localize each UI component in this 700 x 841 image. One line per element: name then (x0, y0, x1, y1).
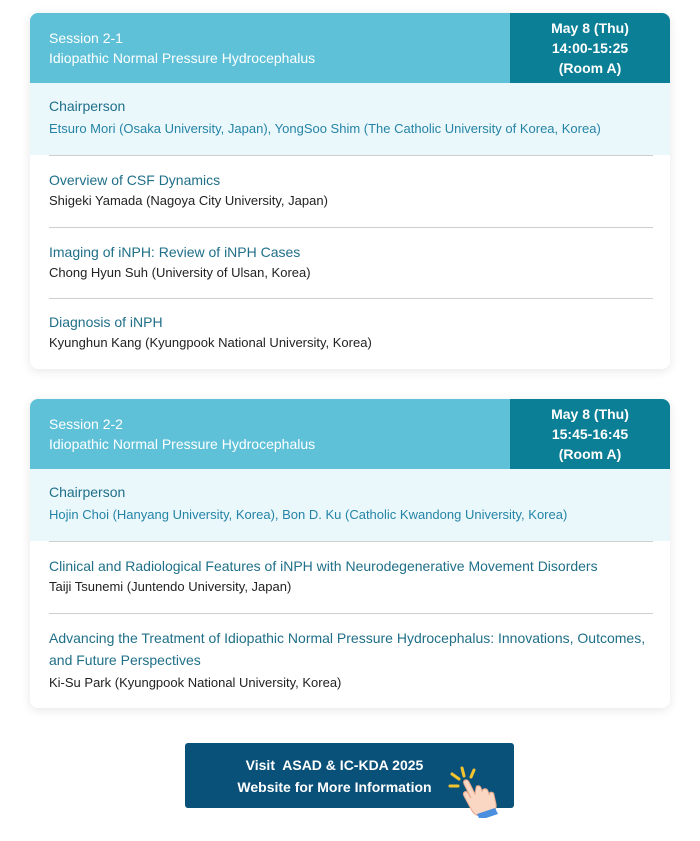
session-date: May 8 (Thu) (551, 20, 629, 36)
chairperson-names: Hojin Choi (Hanyang University, Korea), Bon D. Ku (Catholic Kwandong University, Korea) (49, 507, 568, 522)
chairperson-block (30, 83, 670, 155)
session-schedule (510, 399, 670, 469)
session-card-2-1 (30, 13, 670, 369)
chairperson-names: Etsuro Mori (Osaka University, Japan), YongSoo Shim (The Catholic University of Korea, Korea) (49, 121, 601, 136)
session-header (30, 13, 670, 83)
session-date: May 8 (Thu) (551, 406, 629, 422)
talk-item (30, 299, 670, 352)
talk-title: Overview of CSF Dynamics (49, 172, 221, 188)
session-label: Session 2-1 (49, 30, 123, 46)
pointing-hand-icon (448, 764, 506, 818)
talk-speaker: Chong Hyun Suh (University of Ulsan, Korea) (49, 265, 311, 280)
talk-title: Diagnosis of iNPH (49, 314, 163, 330)
session-room: (Room A) (558, 60, 622, 76)
talk-item (30, 156, 670, 227)
talk-title: Advancing the Treatment of Idiopathic Normal Pressure Hydrocephalus: Innovations, Outcomes, and Future Perspectives (49, 630, 646, 668)
session-label: Session 2-2 (49, 416, 123, 432)
session-header (30, 399, 670, 469)
talk-speaker: Ki-Su Park (Kyungpook National University, Korea) (49, 675, 342, 690)
talk-speaker: Shigeki Yamada (Nagoya City University, Japan) (49, 193, 328, 208)
session-heading (30, 399, 510, 469)
session-room: (Room A) (558, 446, 622, 462)
talk-item (30, 228, 670, 298)
talk-title: Imaging of iNPH: Review of iNPH Cases (49, 244, 301, 260)
talk-speaker: Kyunghun Kang (Kyungpook National University, Korea) (49, 335, 372, 350)
talk-speaker: Taiji Tsunemi (Juntendo University, Japan) (49, 579, 292, 594)
chairperson-block (30, 469, 670, 541)
session-title: Idiopathic Normal Pressure Hydrocephalus (49, 436, 316, 452)
cta-line-2: Website for More Information (237, 778, 432, 795)
session-heading (30, 13, 510, 83)
talk-item (30, 614, 670, 692)
cta-line-1: Visit ASAD & IC-KDA 2025 (245, 756, 424, 773)
talk-item (30, 542, 670, 613)
chairperson-heading: Chairperson (49, 484, 126, 500)
session-title: Idiopathic Normal Pressure Hydrocephalus (49, 50, 316, 66)
session-time: 15:45-16:45 (551, 426, 629, 442)
session-time: 14:00-15:25 (551, 40, 629, 56)
session-card-2-2 (30, 399, 670, 708)
chairperson-heading: Chairperson (49, 98, 126, 114)
session-schedule (510, 13, 670, 83)
talk-title: Clinical and Radiological Features of iNPH with Neurodegenerative Movement Disorders (49, 558, 598, 574)
